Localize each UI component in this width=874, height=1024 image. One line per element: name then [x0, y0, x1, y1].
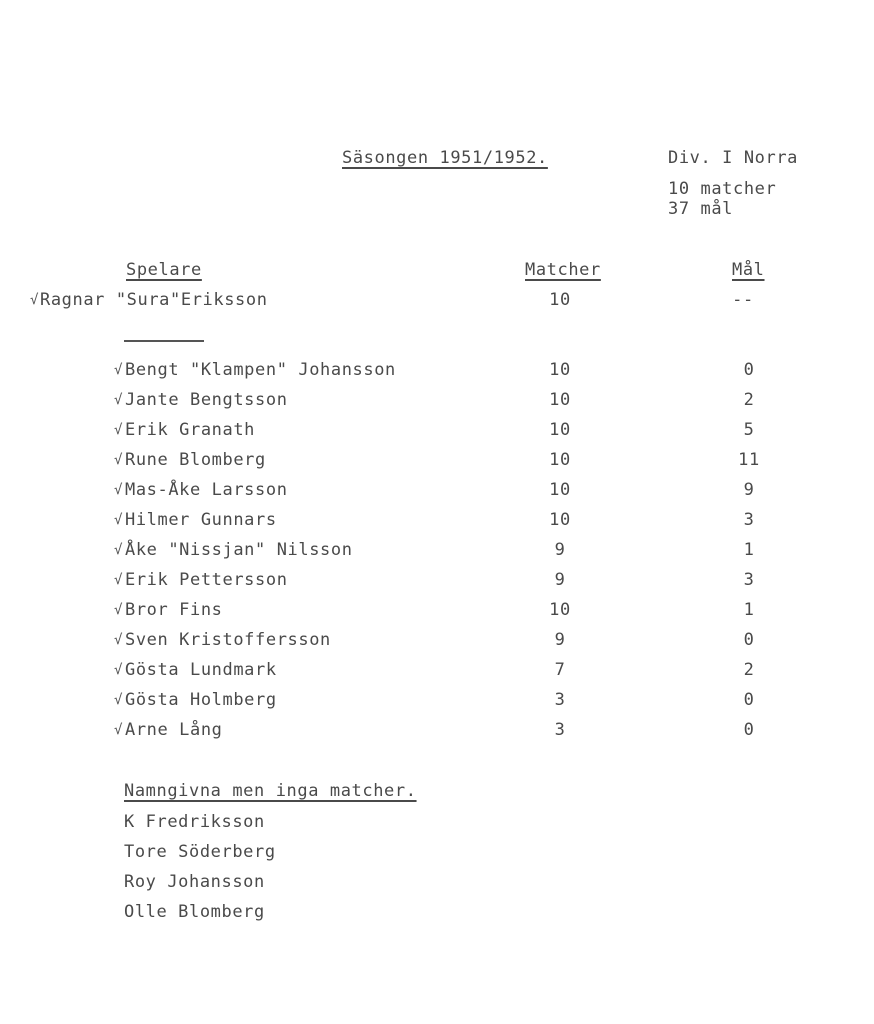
player-name: Rune Blomberg	[125, 450, 266, 470]
player-name: Bengt "Klampen" Johansson	[125, 360, 396, 380]
column-header-matches: Matcher	[525, 260, 601, 280]
named-player: Tore Söderberg	[124, 842, 276, 862]
column-header-goals: Mål	[732, 260, 765, 280]
named-player: K Fredriksson	[124, 812, 265, 832]
check-mark: √	[114, 422, 123, 438]
player-name: Erik Pettersson	[125, 570, 288, 590]
check-mark: √	[114, 512, 123, 528]
player-matches: 9	[554, 570, 566, 590]
player-matches: 10	[549, 450, 571, 470]
player-matches: 10	[549, 290, 571, 310]
player-goals: 0	[743, 360, 755, 380]
player-goals: 2	[743, 660, 755, 680]
player-goals: 0	[743, 720, 755, 740]
player-name: Sven Kristoffersson	[125, 630, 331, 650]
check-mark: √	[30, 292, 39, 308]
total-goals: 37 mål	[668, 199, 734, 219]
check-mark: √	[114, 482, 123, 498]
check-mark: √	[114, 572, 123, 588]
player-goals: 9	[743, 480, 755, 500]
player-matches: 3	[554, 720, 566, 740]
player-goals: 0	[743, 690, 755, 710]
player-name: Arne Lång	[125, 720, 223, 740]
check-mark: √	[114, 542, 123, 558]
player-goals: 2	[743, 390, 755, 410]
player-matches: 10	[549, 600, 571, 620]
player-goals: 11	[738, 450, 760, 470]
player-goals: 1	[743, 600, 755, 620]
player-matches: 10	[549, 510, 571, 530]
named-player: Roy Johansson	[124, 872, 265, 892]
check-mark: √	[114, 362, 123, 378]
column-header-player: Spelare	[126, 260, 202, 280]
player-goals: 5	[743, 420, 755, 440]
player-goals: --	[732, 290, 754, 310]
player-matches: 10	[549, 360, 571, 380]
check-mark: √	[114, 692, 123, 708]
player-name: Jante Bengtsson	[125, 390, 288, 410]
player-name: Mas-Åke Larsson	[125, 480, 288, 500]
player-goals: 3	[743, 510, 755, 530]
player-name: Gösta Lundmark	[125, 660, 277, 680]
named-player: Olle Blomberg	[124, 902, 265, 922]
total-matches: 10 matcher	[668, 179, 777, 199]
player-goals: 3	[743, 570, 755, 590]
player-name: Gösta Holmberg	[125, 690, 277, 710]
division-label: Div. I Norra	[668, 148, 799, 168]
player-matches: 9	[554, 630, 566, 650]
player-goals: 1	[743, 540, 755, 560]
check-mark: √	[114, 602, 123, 618]
player-matches: 7	[554, 660, 566, 680]
named-no-matches-heading: Namngivna men inga matcher.	[124, 781, 417, 801]
player-matches: 3	[554, 690, 566, 710]
separator-line	[124, 340, 204, 342]
player-name: Bror Fins	[125, 600, 223, 620]
player-goals: 0	[743, 630, 755, 650]
season-title: Säsongen 1951/1952.	[342, 148, 548, 168]
check-mark: √	[114, 452, 123, 468]
player-name: Hilmer Gunnars	[125, 510, 277, 530]
check-mark: √	[114, 722, 123, 738]
check-mark: √	[114, 632, 123, 648]
player-name: Ragnar "Sura"Eriksson	[40, 290, 268, 310]
player-name: Erik Granath	[125, 420, 256, 440]
player-matches: 10	[549, 420, 571, 440]
check-mark: √	[114, 662, 123, 678]
check-mark: √	[114, 392, 123, 408]
player-matches: 9	[554, 540, 566, 560]
player-name: Åke "Nissjan" Nilsson	[125, 540, 353, 560]
player-matches: 10	[549, 390, 571, 410]
player-matches: 10	[549, 480, 571, 500]
